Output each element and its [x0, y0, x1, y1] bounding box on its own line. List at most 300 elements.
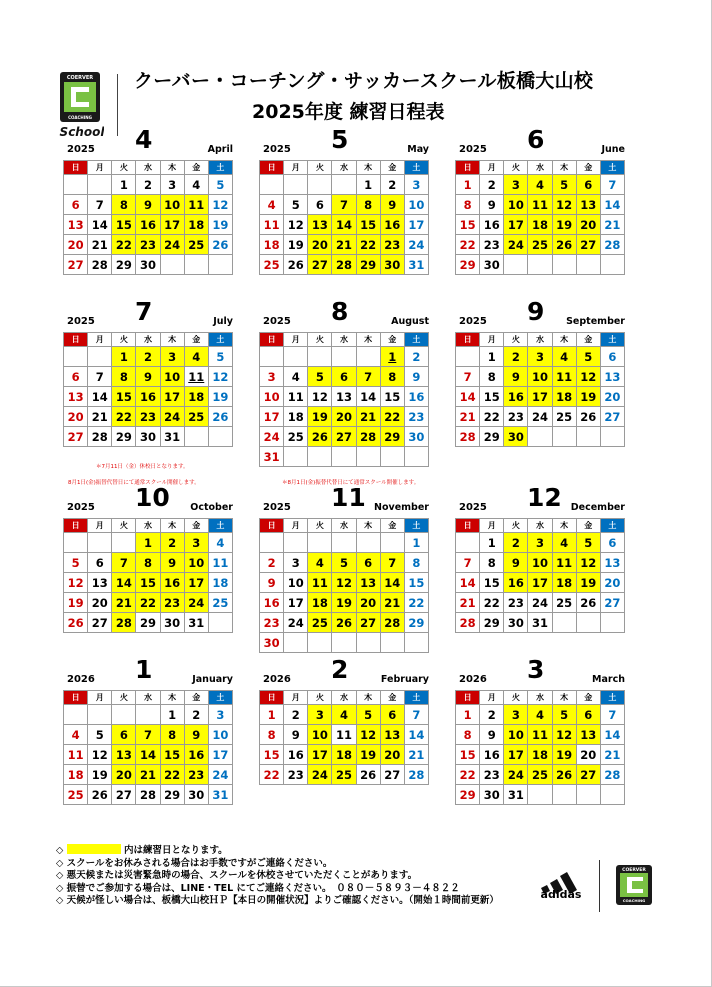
practice-day-cell: 1: [380, 347, 404, 367]
month-english-name: May: [407, 144, 429, 155]
practice-day-cell: 3: [308, 705, 332, 725]
day-cell: 3: [260, 367, 284, 387]
august-note-makeup: ＊8月1日(金)振替代替日にて通常スクール開催します。: [282, 480, 420, 486]
month-year: 2025: [67, 502, 95, 513]
weekday-header: 火: [308, 691, 332, 705]
practice-day-cell: 17: [504, 215, 528, 235]
day-cell: 16: [260, 593, 284, 613]
practice-day-cell: 18: [184, 215, 208, 235]
day-cell: 10: [284, 573, 308, 593]
practice-day-cell: 1: [136, 533, 160, 553]
practice-day-cell: 14: [380, 573, 404, 593]
day-cell: 14: [456, 573, 480, 593]
weekday-row: [64, 519, 233, 533]
calendar-table: [63, 690, 233, 805]
practice-day-cell: 18: [528, 745, 552, 765]
day-cell: 30: [404, 427, 428, 447]
month-march: [455, 655, 625, 805]
weekday-header: 木: [356, 161, 380, 175]
weekday-row: [64, 333, 233, 347]
empty-cell: [308, 633, 332, 653]
footer-line-legend: [56, 842, 499, 855]
day-cell: 2: [260, 553, 284, 573]
day-cell: 23: [260, 613, 284, 633]
logo-text-coaching: COACHING: [68, 115, 92, 120]
day-cell: 20: [576, 745, 600, 765]
calendar-table: [455, 160, 625, 275]
schedule-title: 2025年度 練習日程表: [252, 101, 445, 123]
empty-cell: [600, 785, 624, 805]
practice-day-cell: 18: [332, 745, 356, 765]
practice-day-cell: 17: [160, 215, 184, 235]
practice-day-cell: 5: [576, 533, 600, 553]
practice-day-cell: 10: [160, 195, 184, 215]
empty-cell: [208, 427, 232, 447]
day-cell: 8: [456, 195, 480, 215]
day-cell: 5: [64, 553, 88, 573]
empty-cell: [332, 533, 356, 553]
week-row: [260, 215, 429, 235]
week-row: [456, 367, 625, 387]
week-row: [260, 765, 429, 785]
weekday-header: 土: [404, 519, 428, 533]
footer-divider: [599, 860, 600, 912]
practice-day-cell: 3: [528, 533, 552, 553]
day-cell: 11: [260, 215, 284, 235]
practice-day-cell: 13: [380, 725, 404, 745]
month-year: 2025: [459, 144, 487, 155]
practice-day-cell: 6: [576, 705, 600, 725]
weekday-header: 水: [332, 161, 356, 175]
week-row: [260, 573, 429, 593]
practice-day-cell: 10: [504, 725, 528, 745]
practice-day-cell: 7: [332, 195, 356, 215]
practice-day-cell: 28: [332, 255, 356, 275]
week-row: [260, 533, 429, 553]
week-row: [456, 407, 625, 427]
week-row: [456, 427, 625, 447]
practice-day-cell: 3: [160, 347, 184, 367]
day-cell: 26: [208, 235, 232, 255]
practice-day-cell: 12: [552, 725, 576, 745]
day-cell: 4: [208, 533, 232, 553]
practice-day-cell: 25: [528, 765, 552, 785]
day-cell: 2: [380, 175, 404, 195]
day-cell: 15: [260, 745, 284, 765]
day-cell: 8: [260, 725, 284, 745]
practice-day-cell: 3: [528, 347, 552, 367]
day-cell: 26: [88, 785, 112, 805]
practice-day-cell: 14: [136, 745, 160, 765]
day-cell: 26: [64, 613, 88, 633]
practice-day-cell: 7: [356, 367, 380, 387]
week-row: [64, 785, 233, 805]
empty-cell: [332, 633, 356, 653]
day-cell: 1: [404, 533, 428, 553]
weekday-header: 日: [64, 161, 88, 175]
empty-cell: [404, 447, 428, 467]
practice-day-cell: 10: [528, 367, 552, 387]
calendar-table: [455, 332, 625, 447]
week-row: [64, 387, 233, 407]
day-cell: 31: [208, 785, 232, 805]
day-cell: 17: [260, 407, 284, 427]
weekday-header: 水: [528, 333, 552, 347]
practice-day-cell: 18: [552, 387, 576, 407]
day-cell: 11: [332, 725, 356, 745]
practice-day-cell: 27: [308, 255, 332, 275]
week-row: [260, 235, 429, 255]
empty-cell: [404, 633, 428, 653]
bullet-icon: ◇: [56, 882, 64, 894]
practice-day-cell: 26: [308, 427, 332, 447]
practice-day-cell: 1: [112, 347, 136, 367]
day-cell: 16: [284, 745, 308, 765]
month-header: [455, 655, 625, 690]
absence-text: スクールをお休みされる場合はお手数ですがご連絡ください。: [66, 857, 333, 869]
weekday-header: 火: [504, 333, 528, 347]
week-row: [260, 347, 429, 367]
week-row: [456, 785, 625, 805]
practice-day-cell: 29: [380, 427, 404, 447]
day-cell: 30: [480, 785, 504, 805]
practice-day-cell: 14: [332, 215, 356, 235]
practice-day-cell: 5: [332, 553, 356, 573]
day-cell: 25: [260, 255, 284, 275]
weekday-header: 金: [184, 519, 208, 533]
day-cell: 3: [208, 705, 232, 725]
footer-notes: [56, 842, 499, 905]
practice-day-cell: 14: [112, 573, 136, 593]
weekday-header: 火: [308, 161, 332, 175]
weekday-header: 土: [600, 161, 624, 175]
month-january: [63, 655, 233, 805]
empty-cell: [284, 347, 308, 367]
empty-cell: [260, 347, 284, 367]
practice-day-cell: 15: [136, 573, 160, 593]
day-cell: 4: [260, 195, 284, 215]
weekday-header: 火: [112, 691, 136, 705]
day-cell: 26: [356, 765, 380, 785]
weekday-row: [260, 519, 429, 533]
weekday-header: 木: [552, 691, 576, 705]
day-cell: 20: [88, 593, 112, 613]
practice-day-cell: 19: [576, 387, 600, 407]
week-row: [64, 215, 233, 235]
practice-day-cell: 25: [184, 407, 208, 427]
weekday-header: 金: [380, 519, 404, 533]
practice-day-cell: 4: [552, 347, 576, 367]
practice-day-cell: 17: [528, 387, 552, 407]
day-cell: 20: [64, 407, 88, 427]
day-cell: 12: [208, 367, 232, 387]
day-cell: 24: [284, 613, 308, 633]
day-cell: 1: [480, 347, 504, 367]
practice-day-cell: 23: [136, 407, 160, 427]
day-cell: 2: [480, 175, 504, 195]
day-cell: 20: [600, 573, 624, 593]
day-cell: 22: [404, 593, 428, 613]
day-cell: 22: [480, 407, 504, 427]
weekday-header: 日: [456, 519, 480, 533]
month-header: [455, 125, 625, 160]
practice-day-cell: 8: [160, 725, 184, 745]
day-cell: 5: [208, 347, 232, 367]
day-cell: 9: [284, 725, 308, 745]
practice-day-cell: 15: [160, 745, 184, 765]
week-row: [64, 255, 233, 275]
practice-day-cell: 26: [552, 235, 576, 255]
day-cell: 25: [552, 407, 576, 427]
day-cell: 11: [64, 745, 88, 765]
day-cell: 18: [260, 235, 284, 255]
day-cell: 2: [136, 175, 160, 195]
weekday-header: 金: [576, 161, 600, 175]
month-year: 2025: [263, 502, 291, 513]
day-cell: 21: [404, 745, 428, 765]
day-cell: 22: [456, 765, 480, 785]
practice-day-cell: 2: [504, 533, 528, 553]
weekday-header: 日: [456, 691, 480, 705]
month-number: 2: [331, 655, 349, 684]
month-header: [63, 125, 233, 160]
day-cell: 27: [600, 593, 624, 613]
empty-cell: [332, 175, 356, 195]
day-cell: 27: [380, 765, 404, 785]
empty-cell: [380, 533, 404, 553]
weekday-header: 月: [480, 161, 504, 175]
practice-day-cell: 18: [528, 215, 552, 235]
practice-day-cell: 4: [528, 705, 552, 725]
month-english-name: February: [380, 674, 429, 685]
practice-day-cell: 9: [160, 553, 184, 573]
day-cell: 29: [456, 785, 480, 805]
day-cell: 31: [404, 255, 428, 275]
day-cell: 2: [184, 705, 208, 725]
weekday-row: [260, 333, 429, 347]
day-cell: 10: [404, 195, 428, 215]
practice-day-cell: 12: [356, 725, 380, 745]
weekday-row: [260, 691, 429, 705]
month-number: 10: [135, 483, 170, 512]
weekday-row: [64, 161, 233, 175]
july-note-makeup: 8月1日(金)振替代替日にて通常スクール開催します。: [68, 480, 200, 486]
practice-day-cell: 11: [528, 195, 552, 215]
practice-day-cell: 10: [528, 553, 552, 573]
day-cell: 5: [208, 175, 232, 195]
practice-day-cell: 19: [552, 215, 576, 235]
empty-cell: [552, 427, 576, 447]
empty-cell: [284, 175, 308, 195]
practice-day-cell: 11: [308, 573, 332, 593]
day-cell: 30: [480, 255, 504, 275]
practice-day-cell: 6: [356, 553, 380, 573]
week-row: [64, 573, 233, 593]
day-cell: 15: [480, 387, 504, 407]
day-cell: 12: [64, 573, 88, 593]
day-cell: 28: [600, 235, 624, 255]
empty-cell: [576, 427, 600, 447]
empty-cell: [576, 613, 600, 633]
practice-day-cell: 20: [332, 407, 356, 427]
practice-day-cell: 8: [136, 553, 160, 573]
weekday-header: 木: [552, 161, 576, 175]
practice-day-cell: 8: [112, 367, 136, 387]
day-cell: 17: [208, 745, 232, 765]
day-cell: 3: [160, 175, 184, 195]
month-august: [259, 297, 429, 467]
practice-day-cell: 20: [356, 593, 380, 613]
weekday-header: 木: [160, 161, 184, 175]
day-cell: 29: [404, 613, 428, 633]
practice-day-cell: 16: [504, 387, 528, 407]
day-cell: 1: [160, 705, 184, 725]
day-cell: 27: [64, 255, 88, 275]
weekday-header: 日: [260, 161, 284, 175]
empty-cell: [88, 705, 112, 725]
empty-cell: [380, 447, 404, 467]
week-row: [456, 195, 625, 215]
calendar-table: [259, 332, 429, 467]
empty-cell: [112, 533, 136, 553]
practice-day-cell: 7: [380, 553, 404, 573]
day-cell: 22: [456, 235, 480, 255]
empty-cell: [600, 427, 624, 447]
day-cell: 23: [284, 765, 308, 785]
weekday-header: 金: [576, 333, 600, 347]
week-row: [64, 407, 233, 427]
weekday-row: [456, 333, 625, 347]
school-title: クーバー・コーチング・サッカースクール板橋大山校: [134, 70, 594, 92]
day-cell: 10: [208, 725, 232, 745]
day-cell: 1: [356, 175, 380, 195]
day-cell: 13: [88, 573, 112, 593]
practice-day-cell: 10: [504, 195, 528, 215]
day-cell: 17: [284, 593, 308, 613]
makeup-contact-text: 振替でご参加する場合は、LINE・TEL にてご連絡ください。 ０８０－５８９３－４８２２: [66, 882, 460, 894]
practice-day-cell: 21: [332, 235, 356, 255]
week-row: [456, 255, 625, 275]
month-year: 2026: [459, 674, 487, 685]
practice-day-cell: 19: [308, 407, 332, 427]
empty-cell: [356, 633, 380, 653]
weekday-header: 月: [284, 161, 308, 175]
empty-cell: [160, 255, 184, 275]
weekday-header: 木: [160, 519, 184, 533]
practice-day-cell: 4: [308, 553, 332, 573]
weekday-header: 水: [332, 519, 356, 533]
practice-day-cell: 22: [112, 235, 136, 255]
day-cell: 21: [456, 407, 480, 427]
weekday-header: 月: [284, 333, 308, 347]
practice-day-cell: 10: [184, 553, 208, 573]
week-row: [260, 367, 429, 387]
day-cell: 14: [356, 387, 380, 407]
calendar-table: [455, 518, 625, 633]
weekday-row: [456, 691, 625, 705]
weekday-header: 日: [64, 333, 88, 347]
day-cell: 24: [528, 407, 552, 427]
day-cell: 19: [208, 215, 232, 235]
day-cell: 14: [404, 725, 428, 745]
weekday-header: 水: [136, 691, 160, 705]
weekday-header: 日: [260, 333, 284, 347]
week-row: [260, 387, 429, 407]
day-cell: 23: [504, 407, 528, 427]
week-row: [64, 745, 233, 765]
empty-cell: [380, 633, 404, 653]
empty-cell: [260, 175, 284, 195]
calendar-table: [63, 332, 233, 447]
day-cell: 7: [600, 175, 624, 195]
practice-day-cell: 16: [184, 745, 208, 765]
day-cell: 24: [404, 235, 428, 255]
calendar-table: [455, 690, 625, 805]
week-row: [260, 407, 429, 427]
day-cell: 14: [88, 215, 112, 235]
day-cell: 18: [284, 407, 308, 427]
day-cell: 4: [184, 175, 208, 195]
weekday-header: 火: [504, 161, 528, 175]
weekday-header: 木: [160, 691, 184, 705]
day-cell: 4: [284, 367, 308, 387]
day-cell: 16: [480, 745, 504, 765]
practice-day-cell: 13: [356, 573, 380, 593]
day-cell: 29: [112, 255, 136, 275]
empty-cell: [112, 705, 136, 725]
day-cell: 6: [600, 533, 624, 553]
day-cell: 28: [600, 765, 624, 785]
practice-day-cell: 25: [308, 613, 332, 633]
day-cell: 30: [160, 613, 184, 633]
day-cell: 14: [456, 387, 480, 407]
weekday-header: 水: [528, 519, 552, 533]
week-row: [456, 553, 625, 573]
weekday-header: 金: [380, 161, 404, 175]
weekday-header: 水: [332, 691, 356, 705]
month-number: 7: [135, 297, 153, 326]
weekday-header: 月: [480, 691, 504, 705]
day-cell: 19: [64, 593, 88, 613]
practice-day-cell: 19: [356, 745, 380, 765]
empty-cell: [600, 613, 624, 633]
day-cell: 14: [88, 387, 112, 407]
weekday-header: 月: [88, 333, 112, 347]
practice-day-cell: 12: [576, 553, 600, 573]
month-number: 3: [527, 655, 545, 684]
day-cell: 13: [600, 367, 624, 387]
week-row: [64, 593, 233, 613]
day-cell: 17: [404, 215, 428, 235]
practice-day-cell: 19: [332, 593, 356, 613]
day-cell: 31: [528, 613, 552, 633]
practice-day-cell: 23: [184, 765, 208, 785]
month-english-name: August: [391, 316, 429, 327]
month-may: [259, 125, 429, 275]
practice-day-cell: 30: [504, 427, 528, 447]
empty-cell: [64, 175, 88, 195]
empty-cell: [184, 427, 208, 447]
month-year: 2025: [459, 316, 487, 327]
day-cell: 31: [184, 613, 208, 633]
weekday-header: 月: [88, 691, 112, 705]
calendar-table: [63, 518, 233, 633]
week-row: [456, 593, 625, 613]
day-cell: 2: [284, 705, 308, 725]
practice-day-cell: 9: [184, 725, 208, 745]
week-row: [260, 633, 429, 653]
empty-cell: [356, 533, 380, 553]
